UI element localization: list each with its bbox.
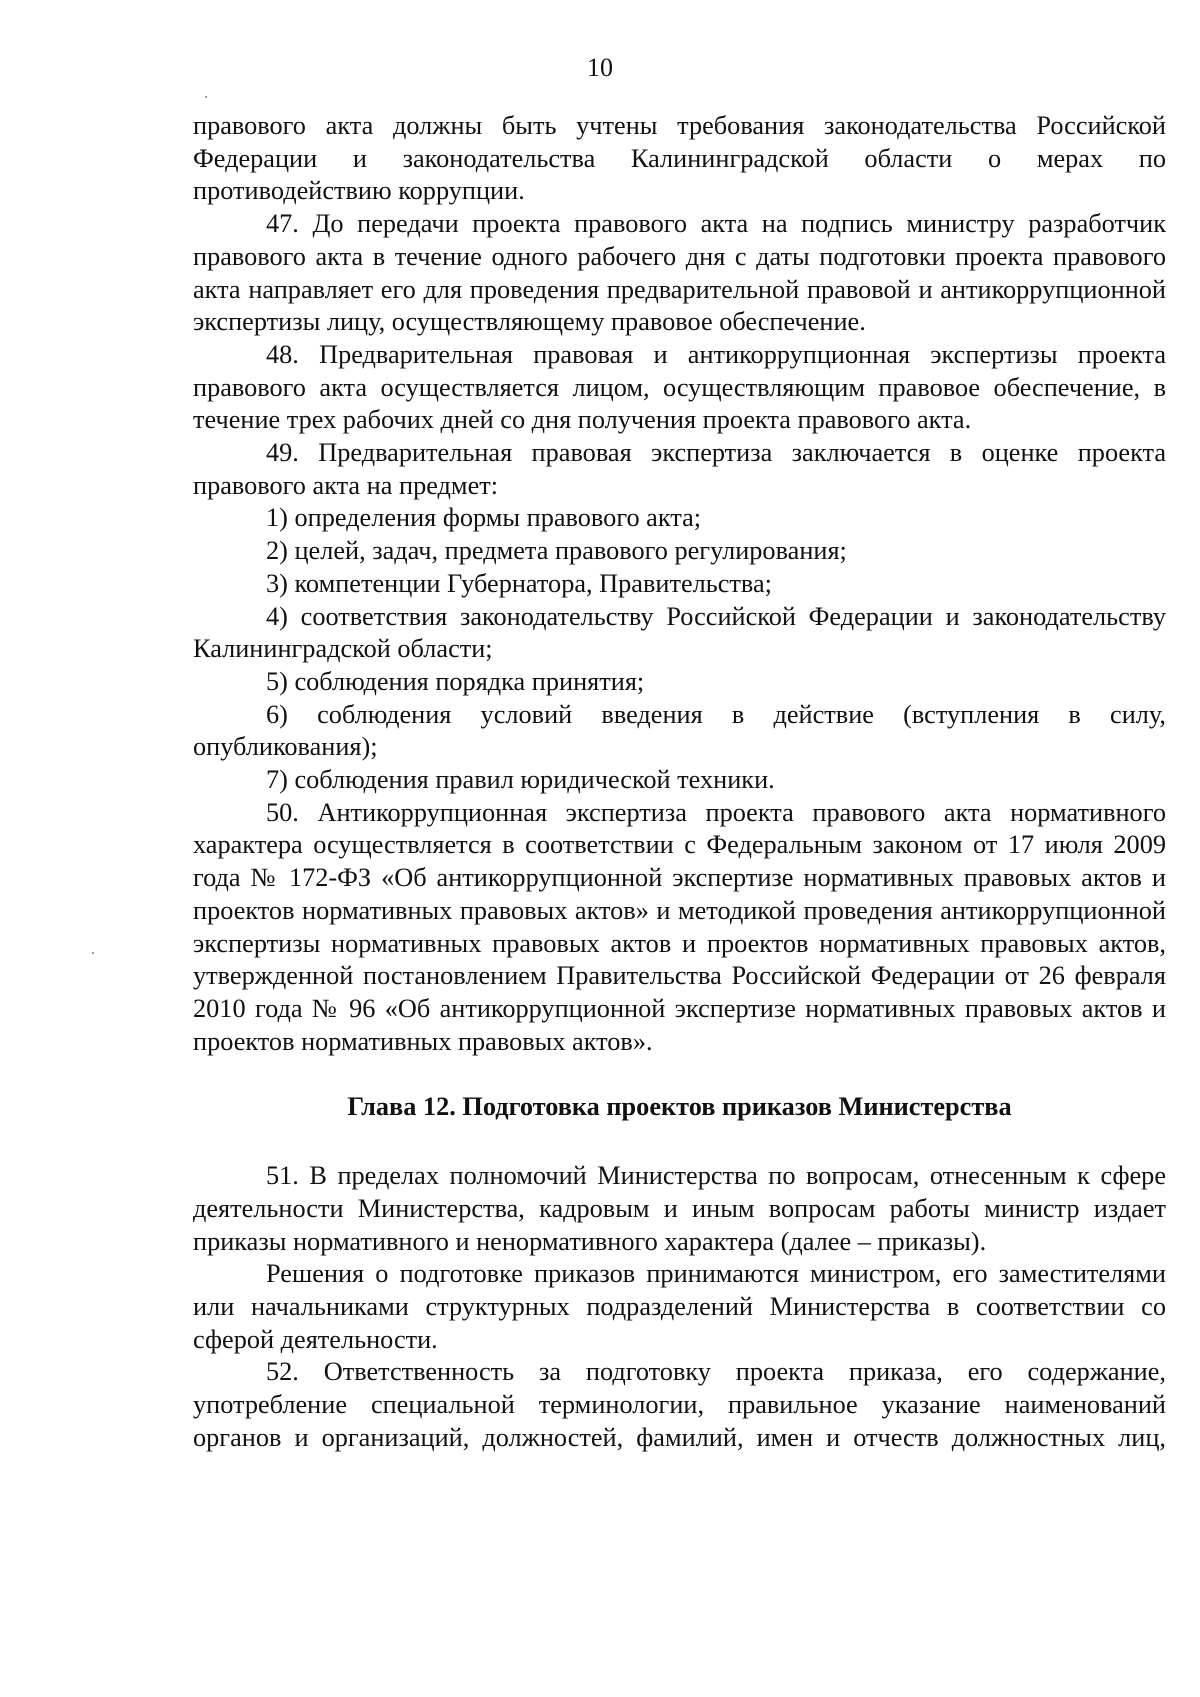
list-item-2: 2) целей, задач, предмета правового регулирования; <box>266 536 847 566</box>
page-number: 10 <box>587 53 613 82</box>
paragraph-50: 50. Антикоррупционная экспертиза проекта правового акта нормативного характера осуществляется в соответствии с Федеральным законом от 17 июля 2009 года № 172-ФЗ «Об антикоррупционной экспертизе нормативных правовых актов и проектов нормативных правовых актов» и методикой проведения антикоррупционной экспертизы нормативных правовых актов и проектов нормативных правовых актов, утвержденной постановлением Правительства Российской Федерации от 26 февраля 2010 года № 96 «Об антикоррупционной экспертизе нормативных правовых актов и проектов нормативных правовых актов». <box>193 797 1166 1056</box>
paragraph-46-continuation: правового акта должны быть учтены требования законодательства Российской Федерации и законодательства Калининградской области о мерах по противодействию коррупции. <box>193 111 1166 206</box>
paragraph-47: 47. До передачи проекта правового акта на подпись министру разработчик правового акта в течение одного рабочего дня с даты подготовки проекта правового акта направляет его для проведения предварительной правовой и антикоррупционной экспертизы лицу, осуществляющему правовое обеспечение. <box>193 209 1166 337</box>
chapter-heading: Глава 12. Подготовка проектов приказов Министерства <box>347 1092 1012 1122</box>
list-item-6: 6) соблюдения условий введения в действие (вступления в силу, опубликования); <box>193 699 1166 762</box>
list-item-1: 1) определения формы правового акта; <box>266 503 702 533</box>
scan-dot <box>92 952 94 954</box>
paragraph-51-decisions: Решения о подготовке приказов принимаются министром, его заместителями или начальниками структурных подразделений Министерства в соответствии со сферой деятельности. <box>193 1259 1166 1354</box>
list-item-4: 4) соответствия законодательству Российской Федерации и законодательству Калининградской области; <box>193 601 1166 664</box>
list-item-7: 7) соблюдения правил юридической техники. <box>266 765 775 795</box>
scan-dot <box>205 96 207 98</box>
paragraph-52: 52. Ответственность за подготовку проекта приказа, его содержание, употребление специальной терминологии, правильное указание наименований органов и организаций, должностей, фамилий, имен и отчеств должностных лиц, <box>193 1357 1166 1452</box>
list-item-3: 3) компетенции Губернатора, Правительства; <box>266 568 772 598</box>
document-body <box>193 110 1166 1454</box>
paragraph-48: 48. Предварительная правовая и антикоррупционная экспертизы проекта правового акта осуществляется лицом, осуществляющим правовое обеспечение, в течение трех рабочих дней со дня получения проекта правового акта. <box>193 339 1166 435</box>
list-item-5: 5) соблюдения порядка принятия; <box>266 666 645 696</box>
paragraph-49: 49. Предварительная правовая экспертиза заключается в оценке проекта правового акта на предмет: <box>193 438 1166 500</box>
paragraph-51: 51. В пределах полномочий Министерства по вопросам, отнесенным к сфере деятельности Министерства, кадровым и иным вопросам работы министр издает приказы нормативного и ненормативного характера (далее – приказы). <box>193 1161 1166 1256</box>
